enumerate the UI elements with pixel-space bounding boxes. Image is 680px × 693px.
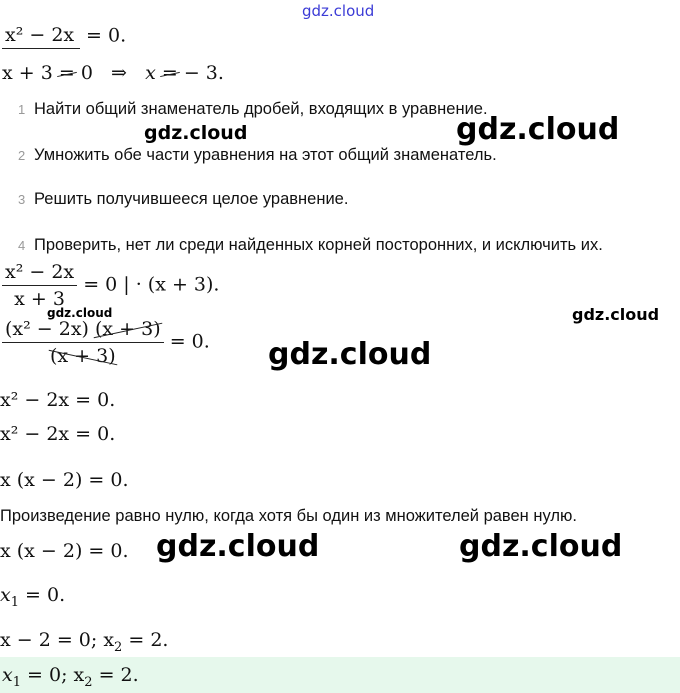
answer-text: $x_1 = 0$; $x_2 = 2$. [2, 664, 139, 690]
line-4: x (x − 2) = 0. [0, 540, 129, 562]
watermark: gdz.cloud [572, 305, 660, 324]
step-3: 3 Решить получившееся целое уравнение. [18, 190, 349, 208]
watermark: gdz.cloud [459, 529, 623, 564]
step-2: 2 Умножить обе части уравнения на этот общий знаменатель. [18, 146, 497, 164]
equation-fraction-3: $\frac{\text{(x² − 2x) (x + 3)}}{(x + 3)}$ = 0. [2, 318, 210, 367]
eq1-den-rhs: 0 [80, 62, 93, 84]
eq1-rhs: = 0. [86, 24, 127, 47]
eq1-numerator: x² − 2x [2, 24, 80, 49]
eq1-x: x [145, 62, 156, 84]
watermark: gdz.cloud [47, 306, 113, 320]
answer-box [0, 657, 680, 693]
implies-symbol: ⇒ [111, 62, 127, 84]
statement-text: Произведение равно нулю, когда хотя бы один из множителей равен нулю. [0, 507, 577, 525]
equation-fraction-1 [2, 24, 126, 49]
watermark: gdz.cloud [268, 337, 432, 372]
eq1-x-rhs: − 3. [183, 62, 224, 84]
line-5: $x_1 = 0$. [0, 584, 66, 610]
line-1: x² − 2x = 0. [0, 389, 116, 411]
equation-fraction-2: $\frac{\text{x² − 2x}}{x + 3}$ = 0 | · (x + 3). [2, 261, 219, 310]
watermark: gdz.cloud [456, 112, 620, 147]
line-6: x − 2 = 0; $x_2 = 2$. [0, 629, 169, 655]
watermark-top: gdz.cloud [302, 2, 375, 20]
equation-denominator-condition: x + 3 = 0 ⇒ x = − 3. [2, 62, 224, 84]
step-4: 4 Проверить, нет ли среди найденных корней посторонних, и исключить их. [18, 236, 603, 254]
line-2: x² − 2x = 0. [0, 423, 116, 445]
eq2-rhs: = 0 | · (x + 3). [83, 273, 220, 296]
eq1-den: x + 3 [2, 62, 53, 84]
watermark: gdz.cloud [144, 122, 248, 144]
step-1: 1 Найти общий знаменатель дробей, входящих в уравнение. [18, 100, 488, 118]
eq3-rhs: = 0. [169, 330, 210, 353]
line-3: x (x − 2) = 0. [0, 469, 129, 491]
watermark: gdz.cloud [156, 529, 320, 564]
